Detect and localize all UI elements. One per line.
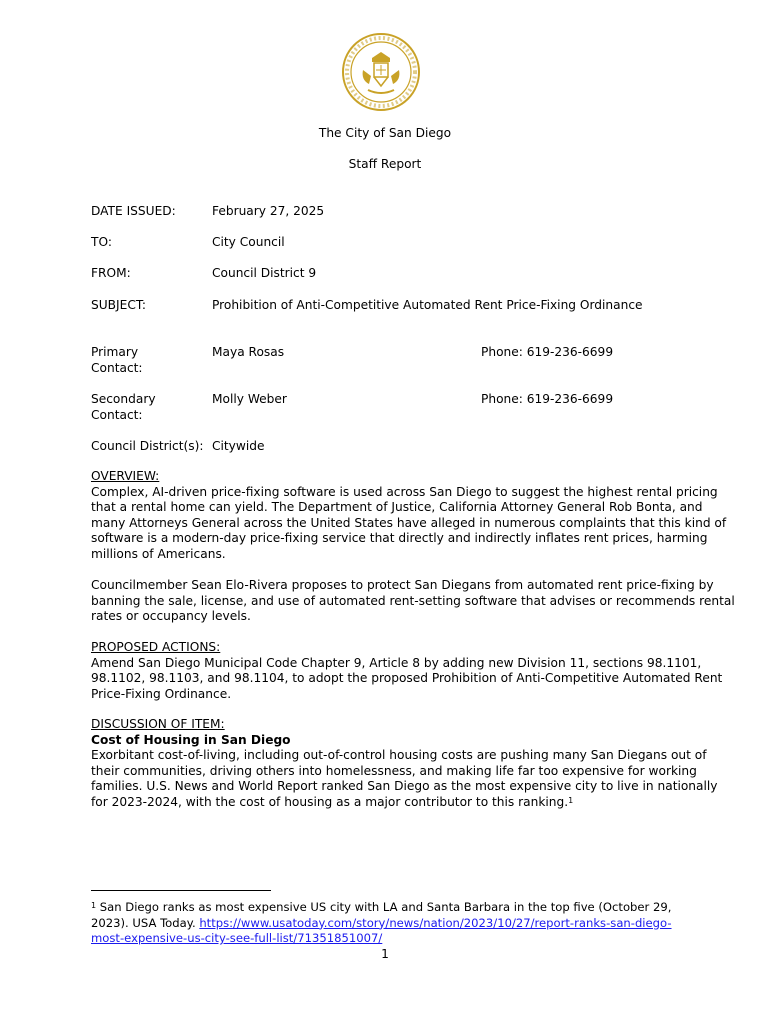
primary-contact-name: Maya Rosas — [212, 345, 285, 359]
report-type: Staff Report — [348, 157, 422, 171]
primary-label-line1: Primary — [91, 345, 139, 359]
overview-p1-line: that a rental home can yield. The Department of Justice, California Attorney General Rob Bonta, and — [91, 500, 703, 514]
city-name: The City of San Diego — [318, 126, 452, 140]
discussion-line: families. U.S. News and World Report ranked San Diego as the most expensive city to live in nationally — [91, 779, 718, 793]
overview-heading: OVERVIEW: — [91, 469, 160, 483]
secondary-label-line2: Contact: — [91, 408, 143, 422]
footnote-text: San Diego ranks as most expensive US city with LA and Santa Barbara in the top five (October 29, — [96, 900, 672, 914]
primary-label-line2: Contact: — [91, 361, 143, 375]
overview-p1-line: many Attorneys General across the United States have alleged in numerous complaints that this kind of — [91, 515, 727, 530]
to-label: TO: — [91, 235, 112, 249]
district-value: Citywide — [212, 439, 265, 453]
proposed-actions-section — [91, 640, 723, 702]
from-label: FROM: — [91, 266, 131, 280]
overview-p1-line: software is a modern-day price-fixing service that directly and indirectly inflates rent prices, harming — [91, 531, 708, 545]
overview-p1-line: millions of Americans. — [91, 546, 226, 561]
overview-section — [91, 469, 727, 562]
footnote-reference[interactable]: 1 — [568, 795, 574, 805]
footnote — [91, 900, 672, 947]
primary-contact-label — [91, 344, 201, 376]
from-value: Council District 9 — [212, 266, 317, 280]
subject-label: SUBJECT: — [91, 298, 147, 312]
secondary-contact-label — [91, 391, 201, 423]
secondary-label-line1: Secondary — [91, 392, 156, 406]
footnote-line2 — [91, 916, 672, 932]
discussion-heading: DISCUSSION OF ITEM: — [91, 717, 225, 731]
district-label: Council District(s): — [91, 439, 204, 453]
proposed-heading: PROPOSED ACTIONS: — [91, 640, 221, 654]
discussion-line: their communities, driving others into homelessness, and making life far too expensive for working — [91, 763, 697, 778]
discussion-last-line — [91, 795, 691, 811]
discussion-section — [91, 717, 718, 810]
primary-contact-phone: Phone: 619-236-6699 — [481, 345, 614, 359]
to-value: City Council — [212, 235, 285, 249]
footnote-marker: 1 — [91, 901, 97, 910]
footnote-link[interactable]: https://www.usatoday.com/story/news/nation/2023/10/27/report-ranks-san-diego- — [199, 915, 672, 930]
page-number: 1 — [381, 947, 389, 961]
proposed-line: 98.1102, 98.1103, and 98.1104, to adopt the proposed Prohibition of Anti-Competitive Automated Rent — [91, 671, 723, 685]
discussion-subheading: Cost of Housing in San Diego — [91, 732, 291, 747]
discussion-line: Exorbitant cost-of-living, including out-of-control housing costs are pushing many San Diegans out of — [91, 748, 707, 762]
footnote-line1 — [91, 900, 672, 916]
overview-p2-line: banning the sale, license, and use of automated rent-setting software that advises or recommends rental — [91, 593, 735, 608]
footnote-divider — [91, 890, 271, 891]
footnote-link-continued[interactable]: most-expensive-us-city-see-full-list/71351851007/ — [91, 931, 383, 945]
footnote-source: 2023). USA Today. — [91, 915, 200, 930]
overview-p1-line: Complex, AI-driven price-fixing software is used across San Diego to suggest the highest rental pricing — [91, 484, 718, 499]
city-seal-icon — [341, 32, 421, 112]
date-value: February 27, 2025 — [212, 204, 325, 218]
overview-p2-line: rates or occupancy levels. — [91, 609, 251, 623]
discussion-line: for 2023-2024, with the cost of housing as a major contributor to this ranking. — [91, 794, 569, 809]
proposed-line: Amend San Diego Municipal Code Chapter 9, Article 8 by adding new Division 11, sections 98.1101, — [91, 655, 702, 670]
overview-p2-line: Councilmember Sean Elo-Rivera proposes to protect San Diegans from automated rent price-fixing by — [91, 578, 714, 592]
secondary-contact-phone: Phone: 619-236-6699 — [481, 392, 614, 406]
overview-paragraph-2 — [91, 578, 735, 625]
proposed-line: Price-Fixing Ordinance. — [91, 686, 232, 701]
date-label: DATE ISSUED: — [91, 204, 176, 218]
secondary-contact-name: Molly Weber — [212, 392, 287, 406]
subject-value: Prohibition of Anti-Competitive Automated Rent Price-Fixing Ordinance — [212, 298, 643, 312]
